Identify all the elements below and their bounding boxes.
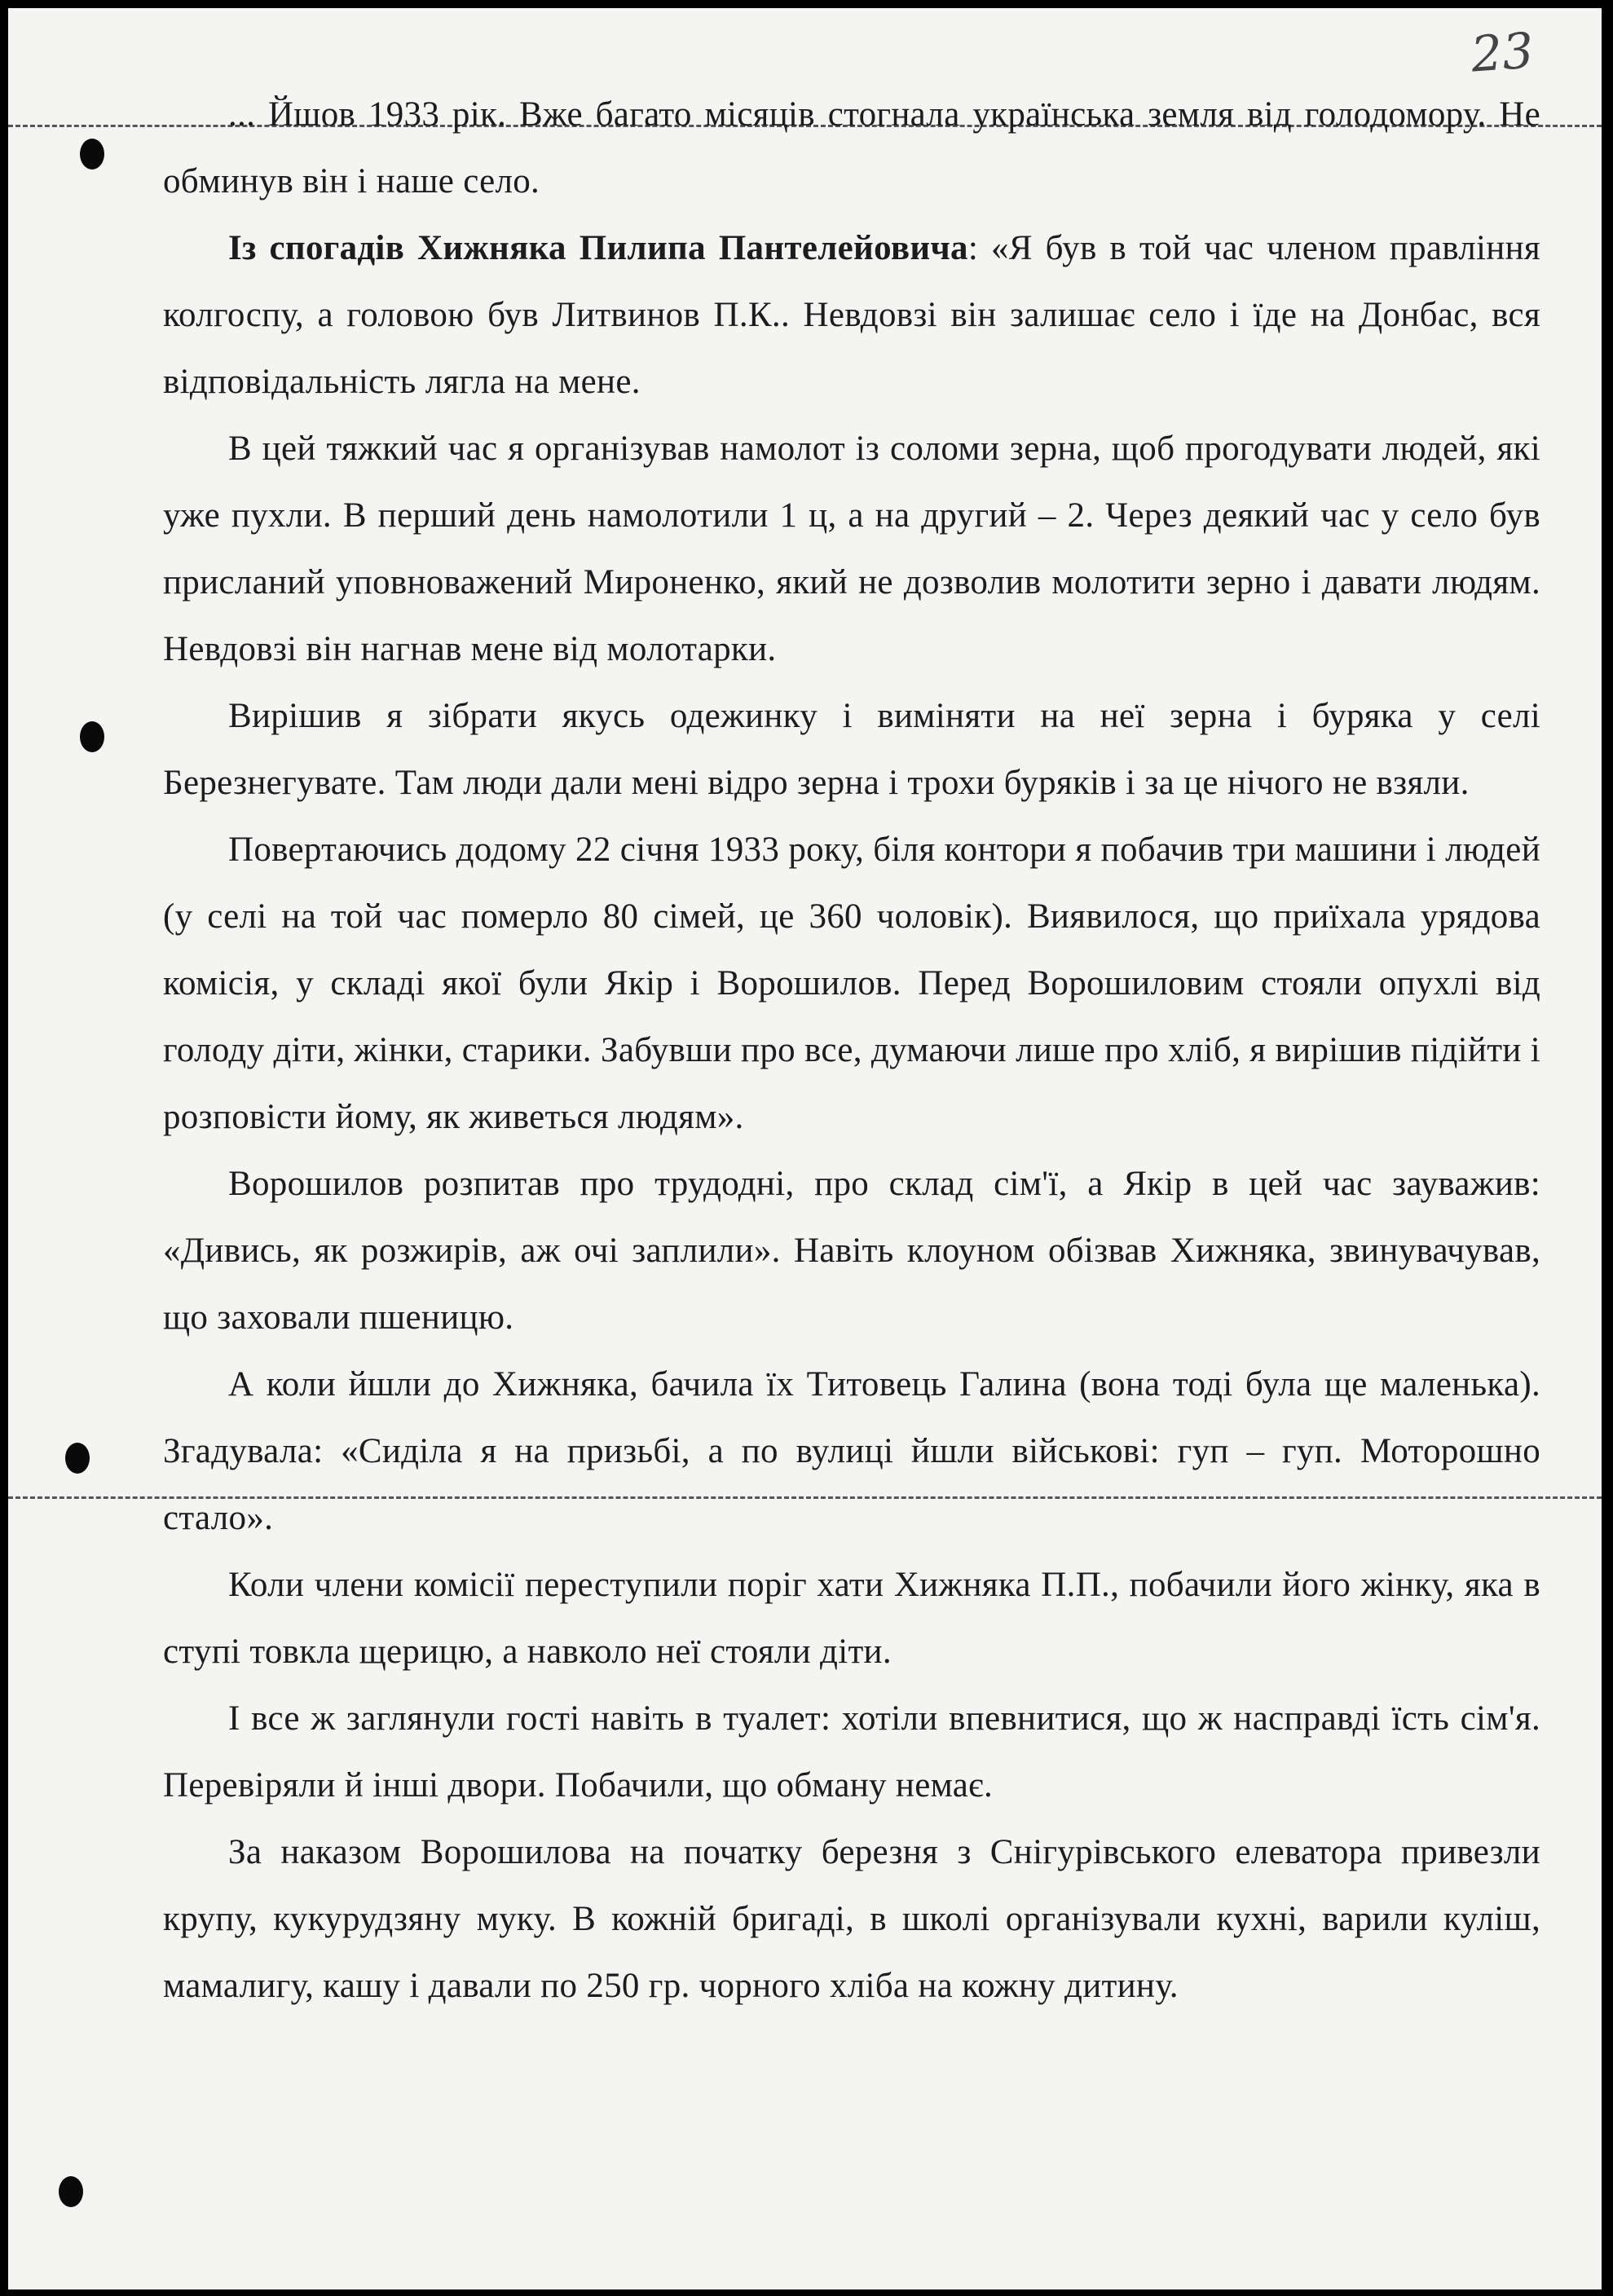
punch-hole	[59, 2176, 83, 2207]
document-text	[163, 82, 1540, 2020]
punch-hole	[80, 139, 104, 170]
paragraph: І все ж заглянули гості навіть в туалет: хотіли впевнитися, що ж насправді їсть сім'я. Перевіряли й інші двори. Побачили, що обману немає.	[163, 1699, 1540, 1805]
paragraph: Коли члени комісії переступили поріг хати Хижняка П.П., побачили його жінку, яка в ступі товкла щерицю, а навколо неї стояли діти.	[163, 1566, 1540, 1671]
document-page	[8, 8, 1602, 2289]
paragraph: Із спогадів Хижняка Пилипа Пантелейовича: «Я був в той час членом правління колгоспу, а головою був Литвинов П.К.. Невдовзі він залишає село і їде на Донбас, вся відповідальність лягла на мене.	[163, 229, 1540, 401]
paragraph: В цей тяжкий час я організував намолот із соломи зерна, щоб прогодувати людей, які уже пухли. В перший день намолотили 1 ц, а на другий – 2. Через деякий час у село був присланий уповноважений Мироненко, який не дозволив молотити зерно і давати людям. Невдовзі він нагнав мене від молотарки.	[163, 430, 1540, 668]
punch-hole	[65, 1443, 90, 1474]
page-number: 23	[1469, 22, 1536, 84]
paragraph: ... Йшов 1933 рік. Вже багато місяців стогнала українська земля від голодомору. Не обминув він і наше село.	[163, 95, 1540, 201]
punch-hole	[80, 721, 104, 752]
paragraph: Ворошилов розпитав про трудодні, про склад сім'ї, а Якір в цей час зауважив: «Дивись, як розжирів, аж очі заплили». Навіть клоуном обізвав Хижняка, звинувачував, що заховали пшеницю.	[163, 1165, 1540, 1337]
paragraph: Повертаючись додому 22 січня 1933 року, біля контори я побачив три машини і людей (у селі на той час померло 80 сімей, це 360 чоловік). Виявилося, що приїхала урядова комісія, у складі якої були Якір і Ворошилов. Перед Ворошиловим стояли опухлі від голоду діти, жінки, старики. Забувши про все, думаючи лише про хліб, я вирішив підійти і розповісти йому, як живеться людям».	[163, 831, 1540, 1136]
paragraph: А коли йшли до Хижняка, бачила їх Титовець Галина (вона тоді була ще маленька). Згадувала: «Сиділа я на призьбі, а по вулиці йшли військові: гуп – гуп. Моторошно стало».	[163, 1365, 1540, 1537]
quote-source: Із спогадів Хижняка Пилипа Пантелейовича	[228, 229, 968, 267]
paragraph: Вирішив я зібрати якусь одежинку і виміняти на неї зерна і буряка у селі Березнегувате. Там люди дали мені відро зерна і трохи буряків і за це нічого не взяли.	[163, 697, 1540, 802]
paragraph: За наказом Ворошилова на початку березня з Снігурівського елеватора привезли крупу, кукурудзяну муку. В кожній бригаді, в школі організували кухні, варили куліш, мамалигу, кашу і давали по 250 гр. чорного хліба на кожну дитину.	[163, 1833, 1540, 2005]
